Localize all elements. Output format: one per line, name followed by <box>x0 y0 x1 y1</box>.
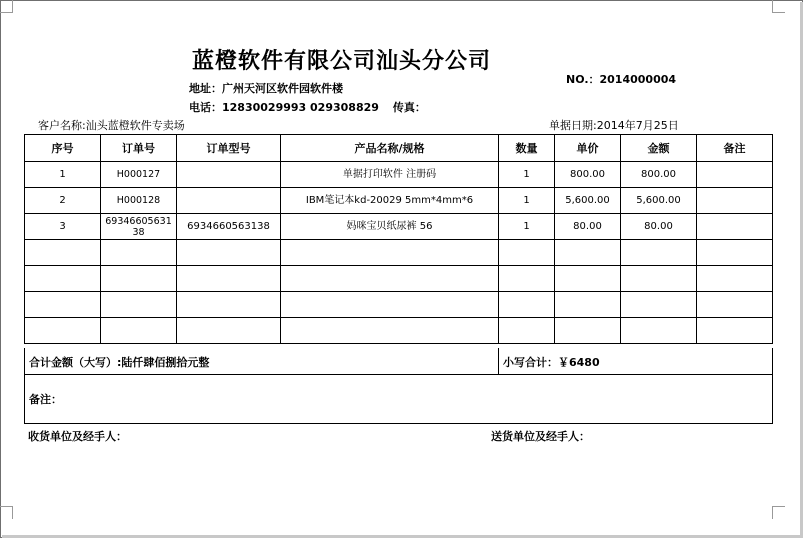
table-row <box>25 162 773 188</box>
phone-text: 电话：12830029993 029308829 <box>189 101 379 114</box>
column-header: 订单号 <box>101 135 177 162</box>
table-cell: 800.00 <box>621 162 697 188</box>
table-cell <box>697 318 773 344</box>
margin-corner-bottom-right <box>772 506 785 519</box>
table-cell <box>499 266 555 292</box>
table-cell <box>281 318 499 344</box>
table-cell <box>555 240 621 266</box>
column-header: 订单型号 <box>177 135 281 162</box>
totals-divider <box>498 348 499 374</box>
table-cell <box>697 188 773 214</box>
table-cell <box>177 240 281 266</box>
table-cell <box>555 318 621 344</box>
table-cell <box>281 266 499 292</box>
table-cell <box>621 292 697 318</box>
table-cell: H000127 <box>101 162 177 188</box>
company-address: 地址：广州天河区软件园软件楼 <box>189 82 343 95</box>
customer-name: 客户名称:汕头蓝橙软件专卖场 <box>38 119 185 132</box>
table-cell <box>177 188 281 214</box>
table-cell <box>101 266 177 292</box>
total-small: 小写合计：￥6480 <box>503 356 600 369</box>
receiver-signature-label: 收货单位及经手人： <box>28 430 127 443</box>
table-cell <box>697 214 773 240</box>
column-header: 数量 <box>499 135 555 162</box>
table-cell: 5,600.00 <box>621 188 697 214</box>
table-cell <box>25 318 101 344</box>
table-cell: 1 <box>25 162 101 188</box>
table-cell <box>555 266 621 292</box>
table-cell: 单据打印软件 注册码 <box>281 162 499 188</box>
table-header-row <box>25 135 773 162</box>
table-row <box>25 318 773 344</box>
table-cell <box>621 318 697 344</box>
total-capital: 合计金额（大写）:陆仟肆佰捌拾元整 <box>29 356 210 369</box>
company-phone <box>189 99 426 115</box>
company-title: 蓝橙软件有限公司汕头分公司 <box>192 48 492 74</box>
document-number: NO.：2014000004 <box>566 73 677 86</box>
column-header: 单价 <box>555 135 621 162</box>
table-cell: 1 <box>499 162 555 188</box>
table-cell: 800.00 <box>555 162 621 188</box>
column-header: 金额 <box>621 135 697 162</box>
table-cell <box>177 318 281 344</box>
fax-label: 传真： <box>392 101 426 114</box>
table-cell <box>177 266 281 292</box>
table-cell: 妈咪宝贝纸尿裤 56 <box>281 214 499 240</box>
table-cell: 80.00 <box>555 214 621 240</box>
invoice-table <box>24 134 773 344</box>
table-cell: 3 <box>25 214 101 240</box>
table-row <box>25 292 773 318</box>
table-cell <box>25 266 101 292</box>
table-cell <box>499 240 555 266</box>
table-cell <box>697 266 773 292</box>
table-cell <box>101 318 177 344</box>
column-header: 备注 <box>697 135 773 162</box>
table-cell <box>281 240 499 266</box>
table-cell: 1 <box>499 214 555 240</box>
table-cell: 6934660563138 <box>177 214 281 240</box>
table-cell <box>177 292 281 318</box>
table-cell <box>499 318 555 344</box>
table-cell <box>101 292 177 318</box>
table-row <box>25 188 773 214</box>
margin-corner-top-right <box>772 0 785 13</box>
table-row <box>25 214 773 240</box>
remark-box <box>24 374 773 424</box>
table-cell <box>697 292 773 318</box>
margin-corner-bottom-left <box>0 506 13 519</box>
table-cell <box>621 266 697 292</box>
table-cell: 6934660563138 <box>101 214 177 240</box>
table-cell <box>177 162 281 188</box>
table-cell: H000128 <box>101 188 177 214</box>
table-cell: 1 <box>499 188 555 214</box>
table-cell <box>697 240 773 266</box>
sender-signature-label: 送货单位及经手人： <box>491 430 590 443</box>
table-cell <box>697 162 773 188</box>
table-cell <box>499 292 555 318</box>
table-cell <box>555 292 621 318</box>
column-header: 产品名称/规格 <box>281 135 499 162</box>
table-row <box>25 240 773 266</box>
table-cell <box>25 292 101 318</box>
table-cell <box>621 240 697 266</box>
table-cell <box>25 240 101 266</box>
table-row <box>25 266 773 292</box>
table-cell: 80.00 <box>621 214 697 240</box>
table-cell: 5,600.00 <box>555 188 621 214</box>
column-header: 序号 <box>25 135 101 162</box>
remark-label: 备注： <box>29 393 62 406</box>
table-cell: 2 <box>25 188 101 214</box>
totals-row <box>24 348 773 375</box>
document-date: 单据日期:2014年7月25日 <box>549 119 679 132</box>
table-cell <box>281 292 499 318</box>
table-cell: IBM笔记本kd-20029 5mm*4mm*6 <box>281 188 499 214</box>
table-cell <box>101 240 177 266</box>
margin-corner-top-left <box>0 0 13 13</box>
